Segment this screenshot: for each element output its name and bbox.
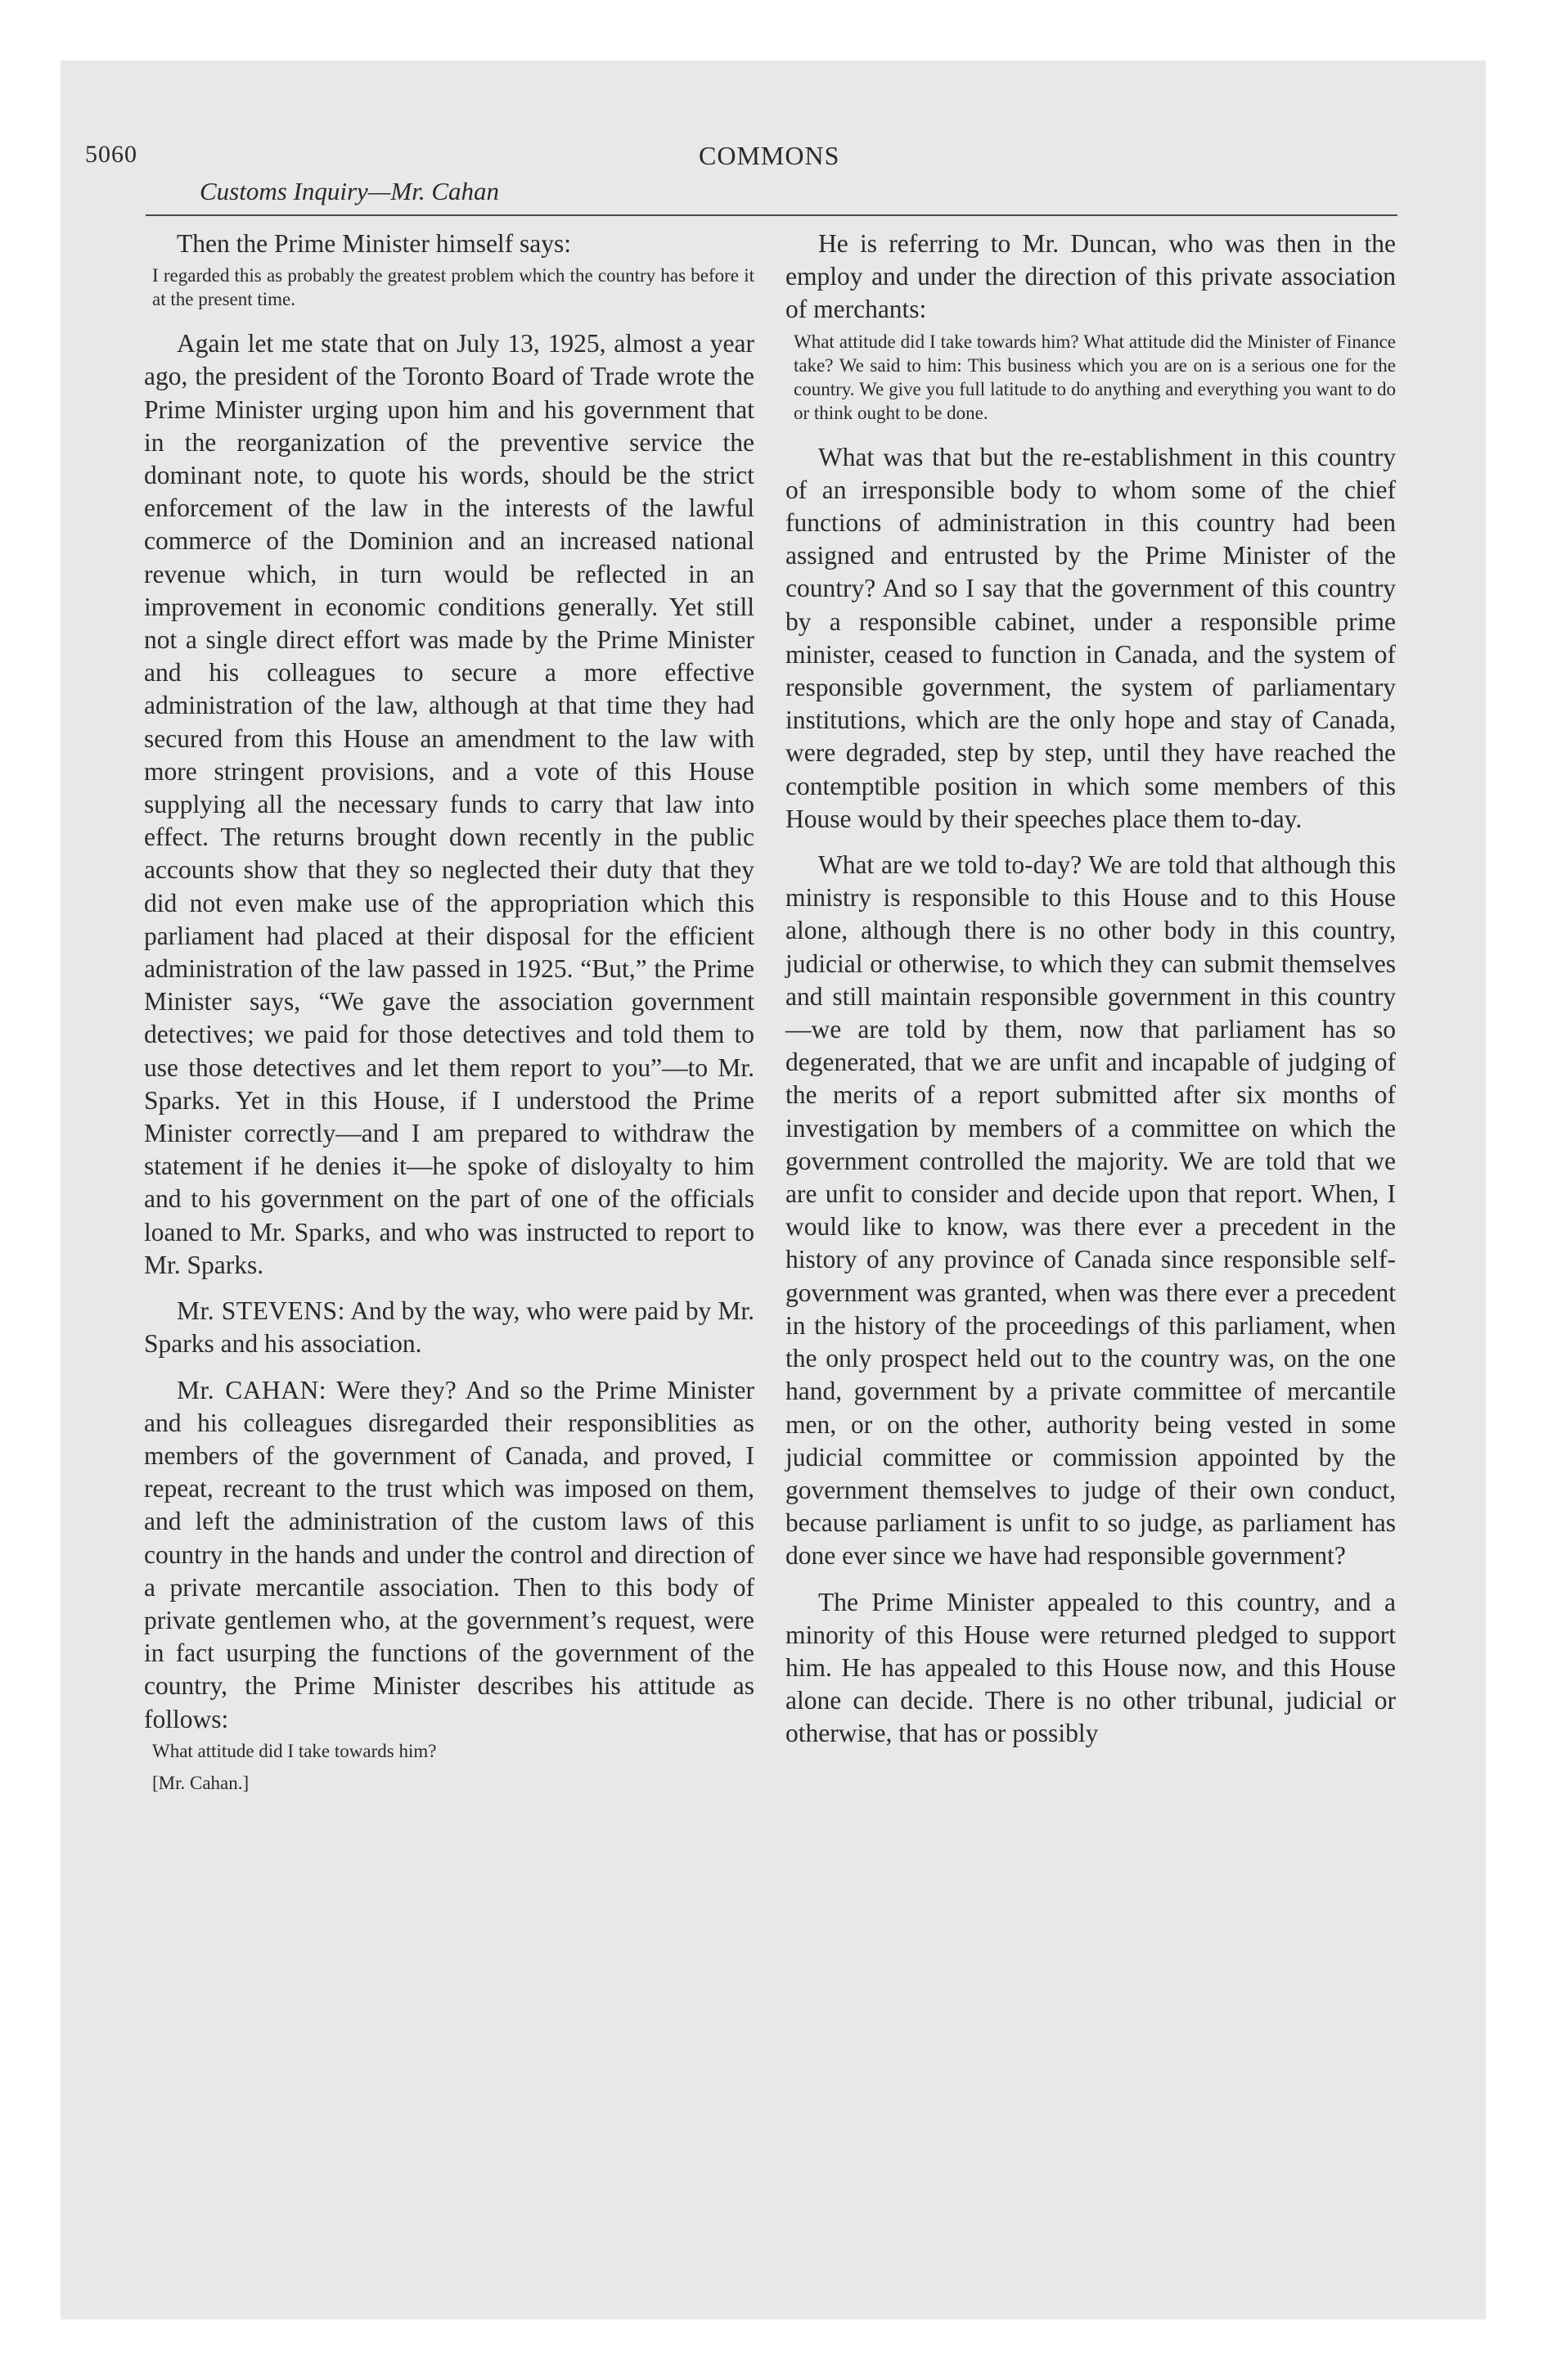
block-quote: I regarded this as probably the greatest problem which the country has before it at the present time. (152, 265, 754, 310)
running-subtitle: Customs Inquiry—Mr. Cahan (200, 177, 500, 205)
paragraph: What was that but the re-establishment in this country of an irresponsible body to whom some of the chief functions of administration in this country had been assigned and entrusted by the Prime Minister of the country? And so I say that the government of this country by a responsible cabinet, under a responsible prime minister, ceased to function in Canada, and the system of responsible government, the system of parliamentary institutions, which are the only hope and stay of Canada, were degraded, step by step, until they have reached the contemptible position in which some members of this House would by their speeches place them to-day. (785, 442, 1396, 833)
block-quote: What attitude did I take towards him? (152, 1740, 437, 1761)
page-header (85, 80, 1412, 205)
speech-stevens (144, 1295, 754, 1360)
header-rule (146, 214, 1397, 216)
left-column (144, 228, 754, 1795)
paragraph: Again let me state that on July 13, 1925, almost a year ago, the president of the Toronto Board of Trade wrote the Prime Minister urging upon him and his government that in the reorganization of the preventive service the dominant note, to quote his words, should be the strict enforcement of the law in the interests of the lawful commerce of the Dominion and an increased national revenue which, in turn would be reflected in an improvement in economic conditions generally. Yet still not a single direct effort was made by the Prime Minister and his colleagues to secure a more effective administration of the law, although at that time they had secured from this House an amendment to the law with more stringent provisions, and a vote of this House supplying all the necessary funds to carry that law into effect. The returns brought down recently in the public accounts show that they so neglected their duty that they did not even make use of the appropriation which this parliament had placed at their disposal for the efficient administration of the law passed in 1925. “But,” the Prime Minister says, “We gave the association government detectives; we paid for those detectives and told them to use those detectives and let them report to you”—to Mr. Sparks. Yet in this House, if I understood the Prime Minister correctly—and I am prepared to withdraw the statement if he denies it—he spoke of disloyalty to him and to his government on the part of one of the officials loaned to Mr. Sparks, and who was instructed to report to Mr. Sparks. (144, 329, 754, 1279)
speaker-attribution: [Mr. Cahan.] (152, 1772, 250, 1793)
paragraph: What are we told to-day? We are told that although this ministry is responsible to this House and to this House alone, although there is no other body in this country, judicial or otherwise, to which they can submit themselves and still maintain responsible government in this country—we are told by them, now that parliament has so degenerated, that we are unfit and incapable of judging of the merits of a report submitted after six months of investigation by members of a committee on which the government controlled the majority. We are told that we are unfit to consider and decide upon that report. When, I would like to know, was there ever a precedent in the history of any province of Canada since responsible self-government was granted, when was there ever a precedent in the history of the proceedings of this parliament, when the only prospect held out to the country was, on the one hand, government by a private committee of mercantile men, or on the other, authority being vested in some judicial committee or commission appointed by the government themselves to judge of their own conduct, because parliament is unfit to so judge, as parliament has done ever since we have had responsible government? (785, 850, 1396, 1571)
speaker-name: Mr. CAHAN: (177, 1375, 327, 1404)
speech-cahan (144, 1374, 754, 1736)
paragraph: The Prime Minister appealed to this country, and a minority of this House were returned pledged to support him. He has appealed to this House now, and this House alone can decide. There is no other tribunal, judicial or otherwise, that has or possibly (785, 1587, 1396, 1748)
speech-text: And by the way, who were paid by Mr. Sparks and his association. (144, 1296, 754, 1359)
speech-text: Were they? And so the Prime Minister and his colleagues disregarded their responsiblities as members of the government of Canada, and proved, I repeat, recreant to the trust which was imposed on them, and left the administration of the custom laws of this country in the hands and under the control and direction of a private mercantile association. Then to this body of private gentlemen who, at the government’s request, were in fact usurping the functions of the government of the country, the Prime Minister describes his attitude as follows: (144, 1375, 754, 1733)
paragraph: He is referring to Mr. Duncan, who was then in the employ and under the direction of this private association of merchants: (785, 229, 1396, 324)
paragraph: Then the Prime Minister himself says: (177, 229, 572, 258)
speaker-name: Mr. STEVENS: (177, 1296, 345, 1326)
right-column (785, 228, 1396, 1751)
block-quote: What attitude did I take towards him? What attitude did the Minister of Finance take? We said to him: This business which you are on is a serious one for the country. We give you full latitude to do anything and everything you want to do or think ought to be done. (794, 331, 1396, 423)
page-title: COMMONS (699, 141, 840, 170)
page-number: 5060 (85, 141, 137, 168)
